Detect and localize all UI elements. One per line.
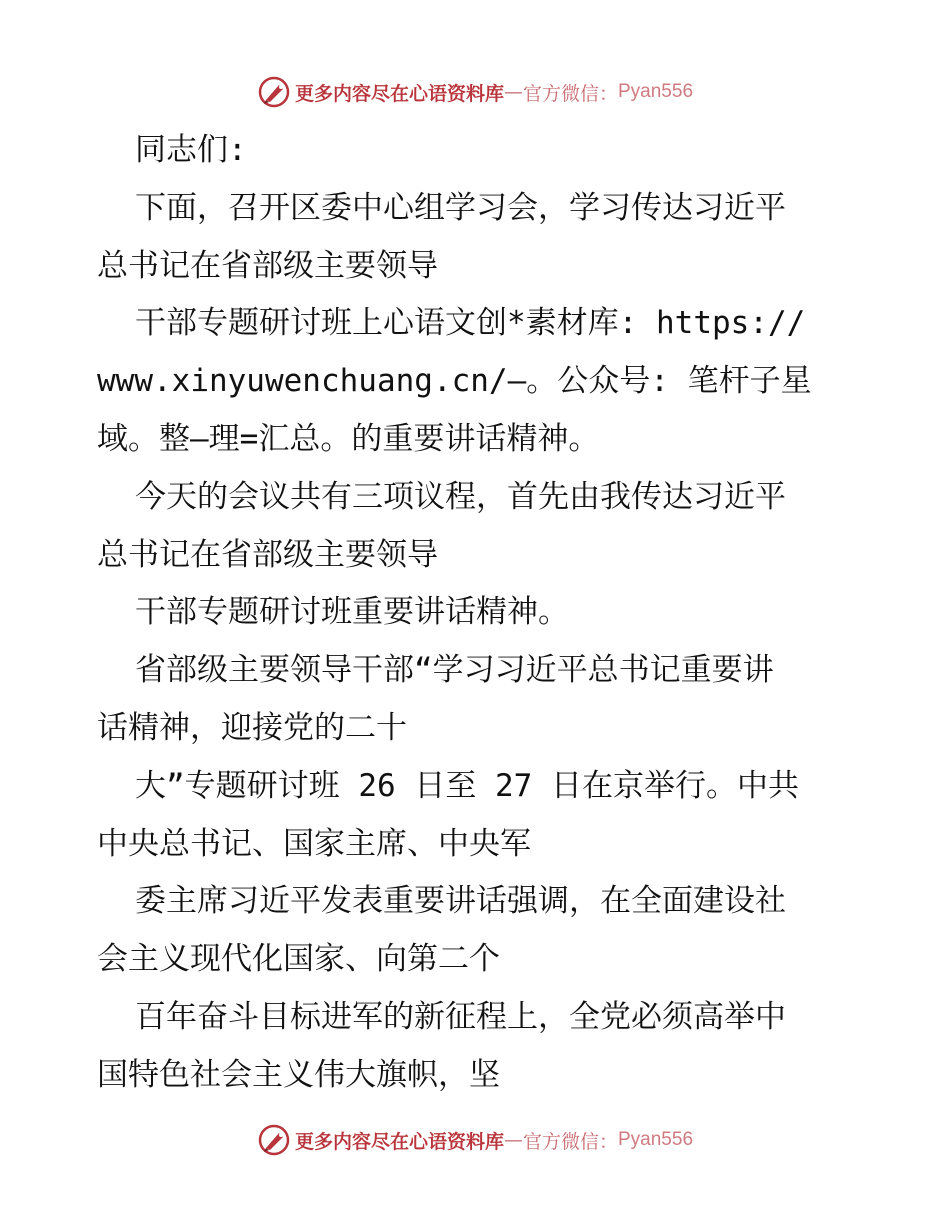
banner-wechat-label: 官方微信：	[522, 1130, 618, 1153]
text-line: 会主义现代化国家、向第二个	[97, 941, 500, 978]
banner-separator: —	[503, 1129, 523, 1151]
banner-text: 更多内容尽在心语资料库	[294, 82, 504, 105]
pen-logo-icon	[257, 75, 291, 109]
banner-text: 更多内容尽在心语资料库	[294, 1130, 504, 1153]
text-line: 域。整—理=汇总。的重要讲话精神。	[97, 420, 600, 457]
text-line: 中央总书记、国家主席、中央军	[97, 825, 531, 862]
text-line: www.xinyuwenchuang.cn/—。公众号: 笔杆子星	[97, 363, 812, 400]
text-line: 今天的会议共有三项议程，首先由我传达习近平	[135, 478, 786, 515]
banner-separator: —	[503, 81, 523, 103]
text-line: 下面，召开区委中心组学习会，学习传达习近平	[135, 189, 786, 226]
text-line: 总书记在省部级主要领导	[97, 247, 438, 284]
text-line: 委主席习近平发表重要讲话强调，在全面建设社	[135, 883, 786, 920]
text-line: 干部专题研讨班重要讲话精神。	[135, 594, 569, 631]
text-line: 大”专题研讨班 26 日至 27 日在京举行。中共	[135, 767, 799, 804]
text-line: 百年奋斗目标进军的新征程上，全党必须高举中	[135, 998, 786, 1035]
banner-wechat-label: 官方微信：	[522, 82, 618, 105]
text-line: 同志们:	[135, 132, 247, 168]
text-line: 总书记在省部级主要领导	[97, 536, 438, 573]
banner-wechat-id: Pyan556	[618, 1129, 694, 1150]
document-body	[97, 122, 857, 1105]
text-line: 干部专题研讨班上心语文创*素材库: https://	[135, 305, 806, 342]
header-banner	[0, 72, 950, 112]
text-line: 省部级主要领导干部“学习习近平总书记重要讲	[135, 652, 774, 689]
text-line: 国特色社会主义伟大旗帜，坚	[97, 1056, 500, 1093]
text-line: 话精神，迎接党的二十	[97, 709, 407, 746]
pen-logo-icon	[257, 1123, 291, 1157]
footer-banner	[0, 1120, 950, 1160]
banner-wechat-id: Pyan556	[618, 81, 694, 102]
